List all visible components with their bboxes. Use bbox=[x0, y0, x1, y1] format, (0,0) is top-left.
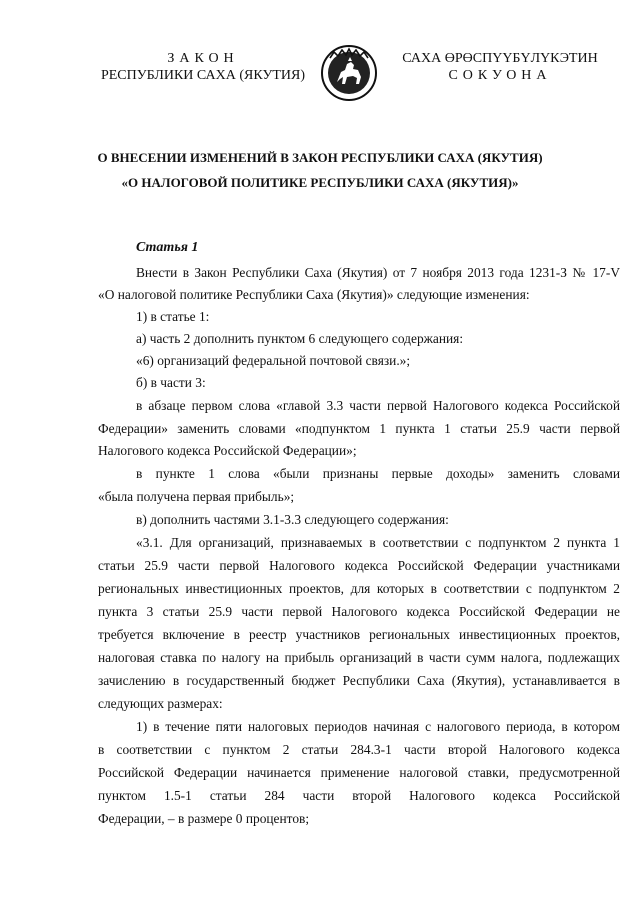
body-line: статьи 25.9 части первой Налогового кодекса Российской Федерации участниками bbox=[98, 558, 620, 573]
body-line: требуется включение в реестр участников региональных инвестиционных проектов, bbox=[98, 627, 620, 642]
body-line: Федерации, – в размере 0 процентов; bbox=[98, 811, 310, 826]
republic-name-sakha: САХА ӨРӨСПҮҮБҮЛҮКЭТИН bbox=[402, 51, 598, 66]
body-line: налоговая ставка по налогу на прибыль организаций в части сумм налога, подлежащих bbox=[98, 650, 620, 665]
body-line: региональных инвестиционных проектов, для которых в соответствии с подпунктом 2 bbox=[98, 581, 620, 596]
body-line: зачислению в государственный бюджет Республики Саха (Якутия), устанавливается в bbox=[98, 673, 620, 688]
body-line: Внести в Закон Республики Саха (Якутия) от 7 ноября 2013 года 1231-З № 17-V bbox=[136, 265, 620, 280]
body-line: Федерации» заменить словами «подпунктом 1 пункта 1 статьи 25.9 части первой bbox=[98, 421, 620, 436]
header-left-block bbox=[88, 50, 318, 84]
article-heading: Статья 1 bbox=[136, 240, 199, 255]
body-line: «была получена первая прибыль»; bbox=[98, 489, 295, 504]
law-label-sakha: СОКУОНА bbox=[448, 68, 552, 83]
body-line: в) дополнить частями 3.1-3.3 следующего содержания: bbox=[136, 512, 449, 527]
body-line: в соответствии с пунктом 2 статьи 284.3-1 части второй Налогового кодекса bbox=[98, 742, 620, 757]
republic-name: РЕСПУБЛИКИ САХА (ЯКУТИЯ) bbox=[100, 68, 306, 83]
body-line: 1) в статье 1: bbox=[136, 309, 210, 324]
document-title-line-2: «О НАЛОГОВОЙ ПОЛИТИКЕ РЕСПУБЛИКИ САХА (ЯКУТИЯ)» bbox=[121, 175, 519, 190]
law-label: ЗАКОН bbox=[167, 51, 239, 66]
sakha-coat-of-arms-icon bbox=[320, 44, 378, 102]
body-line: б) в части 3: bbox=[136, 375, 206, 390]
body-line: «3.1. Для организаций, признаваемых в соответствии с подпунктом 2 пункта 1 bbox=[136, 535, 620, 550]
body-line: Российской Федерации начинается применение налоговой ставки, предусмотренной bbox=[98, 765, 620, 780]
header-right-block bbox=[380, 50, 620, 84]
body-line: в пункте 1 слова «были признаны первые доходы» заменить словами bbox=[136, 466, 620, 481]
body-line: пунктом 1.5-1 статьи 284 части второй Налогового кодекса Российской bbox=[98, 788, 620, 803]
body-line: «6) организаций федеральной почтовой связи.»; bbox=[136, 353, 411, 368]
body-line: Налогового кодекса Российской Федерации»; bbox=[98, 443, 357, 458]
body-line: пункта 3 статьи 25.9 части первой Налогового кодекса Российской Федерации не bbox=[98, 604, 620, 619]
body-line: 1) в течение пяти налоговых периодов начиная с налогового периода, в котором bbox=[136, 719, 620, 734]
body-line: «О налоговой политике Республики Саха (Якутия)» следующие изменения: bbox=[98, 287, 530, 302]
body-line: а) часть 2 дополнить пунктом 6 следующего содержания: bbox=[136, 331, 464, 346]
body-line: следующих размерах: bbox=[98, 696, 223, 711]
document-title-line-1: О ВНЕСЕНИИ ИЗМЕНЕНИЙ В ЗАКОН РЕСПУБЛИКИ САХА (ЯКУТИЯ) bbox=[97, 150, 543, 165]
body-line: в абзаце первом слова «главой 3.3 части первой Налогового кодекса Российской bbox=[136, 398, 620, 413]
